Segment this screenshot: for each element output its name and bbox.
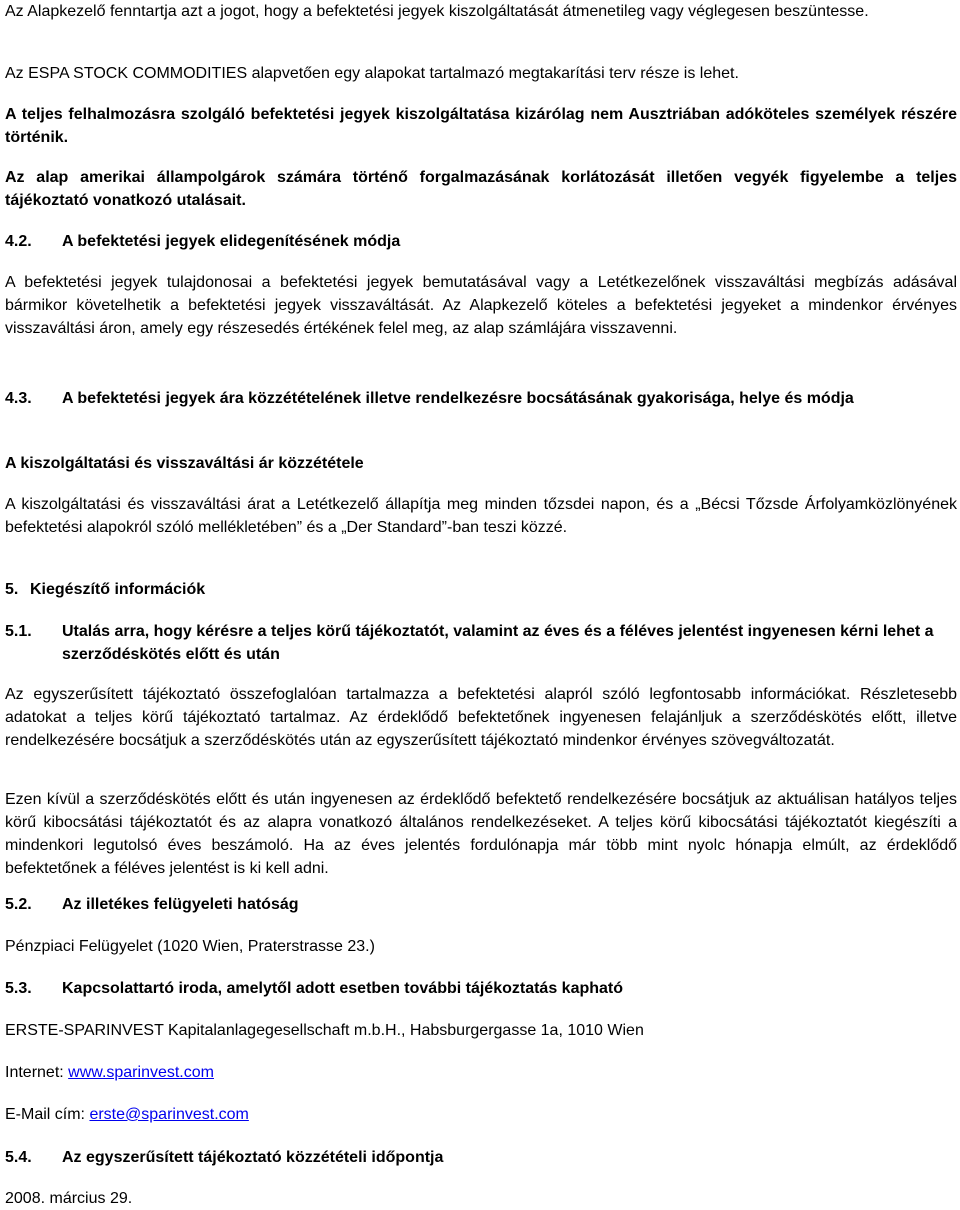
section-number: 4.2. [5, 233, 32, 250]
paragraph-us-restriction: Az alap amerikai állampolgárok számára történő forgalmazásának korlátozását illetően vegyék figyelembe a teljes tájékoztató vonatkozó utalásait. [5, 169, 957, 209]
paragraph-savings-plan: Az ESPA STOCK COMMODITIES alapvetően egy alapokat tartalmazó megtakarítási terv része is lehet. [5, 65, 739, 82]
section-5-heading [5, 578, 957, 601]
section-title: A befektetési jegyek elidegenítésének módja [62, 233, 401, 250]
section-number: 5.4. [5, 1149, 32, 1166]
section-title: Utalás arra, hogy kérésre a teljes körű tájékoztatót, valamint az éves és a féléves jelentést ingyenesen kérni lehet a szerződéskötés előtt és után [62, 623, 934, 663]
section-number: 5.1. [5, 623, 32, 640]
paragraph-full-prospectus: Ezen kívül a szerződéskötés előtt és után ingyenesen az érdeklődő befektető rendelkezésére bocsátjuk az aktuálisan hatályos teljes körű kibocsátási tájékoztatót és az alapra vonatkozó általános rendelkezéseket. A teljes körű kibocsátási tájékoztatót kiegészíti a mindenkori legutolsó éves beszámoló. Ha az éves jelentés fordulónapja már több mint nyolc hónapja elmúlt, az érdeklődő befektetőnek a féléves jelentést is ki kell adni. [5, 791, 957, 877]
publication-date: 2008. március 29. [5, 1190, 133, 1207]
section-5-1-heading [5, 620, 957, 666]
paragraph-supervisory-authority: Pénzpiaci Felügyelet (1020 Wien, Praterstrasse 23.) [5, 938, 375, 955]
internet-line [5, 1061, 957, 1084]
section-title: Kiegészítő információk [30, 581, 206, 598]
section-title: Az illetékes felügyeleti hatóság [62, 896, 299, 913]
section-5-2-heading [5, 893, 957, 916]
paragraph-redemption: A befektetési jegyek tulajdonosai a befektetési jegyek bemutatásával vagy a Letétkezelőnek visszaváltási megbízás adásával bármikor követelhetik a befektetési jegyek visszaváltását. Az Alapkezelő köteles a befektetési jegyeket a mindenkor érvényes visszaváltási áron, amely egy részesedés értékének felel meg, az alap számlájára visszavenni. [5, 274, 957, 337]
section-number: 5. [5, 581, 19, 598]
section-title: A befektetési jegyek ára közzétételének illetve rendelkezésre bocsátásának gyakorisága, helye és módja [62, 390, 854, 407]
section-5-3-heading [5, 977, 957, 1000]
website-link[interactable]: www.sparinvest.com [68, 1064, 214, 1081]
email-link[interactable]: erste@sparinvest.com [89, 1106, 249, 1123]
paragraph-contact-office: ERSTE-SPARINVEST Kapitalanlagegesellschaft m.b.H., Habsburgergasse 1a, 1010 Wien [5, 1022, 644, 1039]
section-title: Az egyszerűsített tájékoztató közzétételi időpontja [62, 1149, 444, 1166]
section-number: 4.3. [5, 390, 32, 407]
subheading-price-publication: A kiszolgáltatási és visszaváltási ár közzététele [5, 455, 364, 472]
section-4-2-heading [5, 230, 957, 253]
paragraph-accumulation-note: A teljes felhalmozásra szolgáló befektetési jegyek kiszolgáltatása kizárólag nem Ausztriában adóköteles személyek részére történik. [5, 106, 957, 146]
email-label: E-Mail cím: [5, 1106, 85, 1123]
email-line [5, 1103, 957, 1126]
section-number: 5.3. [5, 980, 32, 997]
section-number: 5.2. [5, 896, 32, 913]
section-4-3-heading [5, 387, 957, 410]
paragraph-simplified-prospectus: Az egyszerűsített tájékoztató összefoglalóan tartalmazza a befektetési alapról szóló legfontosabb információkat. Részletesebb adatokat a teljes körű tájékoztató tartalmaz. Az érdeklődő befektetőnek ingyenesen felajánljuk a szerződéskötés előtt, illetve rendelkezésére bocsátjuk a szerződéskötés után az egyszerűsített tájékoztató mindenkor érvényes szövegváltozatát. [5, 686, 957, 749]
internet-label: Internet: [5, 1064, 64, 1081]
paragraph-fund-suspension: Az Alapkezelő fenntartja azt a jogot, hogy a befektetési jegyek kiszolgáltatását átmenetileg vagy véglegesen beszüntesse. [5, 3, 869, 20]
section-5-4-heading [5, 1146, 957, 1169]
paragraph-price-publication: A kiszolgáltatási és visszaváltási árat a Letétkezelő állapítja meg minden tőzsdei napon, és a „Bécsi Tőzsde Árfolyamközlönyének befektetési alapokról szóló mellékletében” és a „Der Standard”-ban teszi közzé. [5, 496, 957, 536]
section-title: Kapcsolattartó iroda, amelytől adott esetben további tájékoztatás kapható [62, 980, 624, 997]
